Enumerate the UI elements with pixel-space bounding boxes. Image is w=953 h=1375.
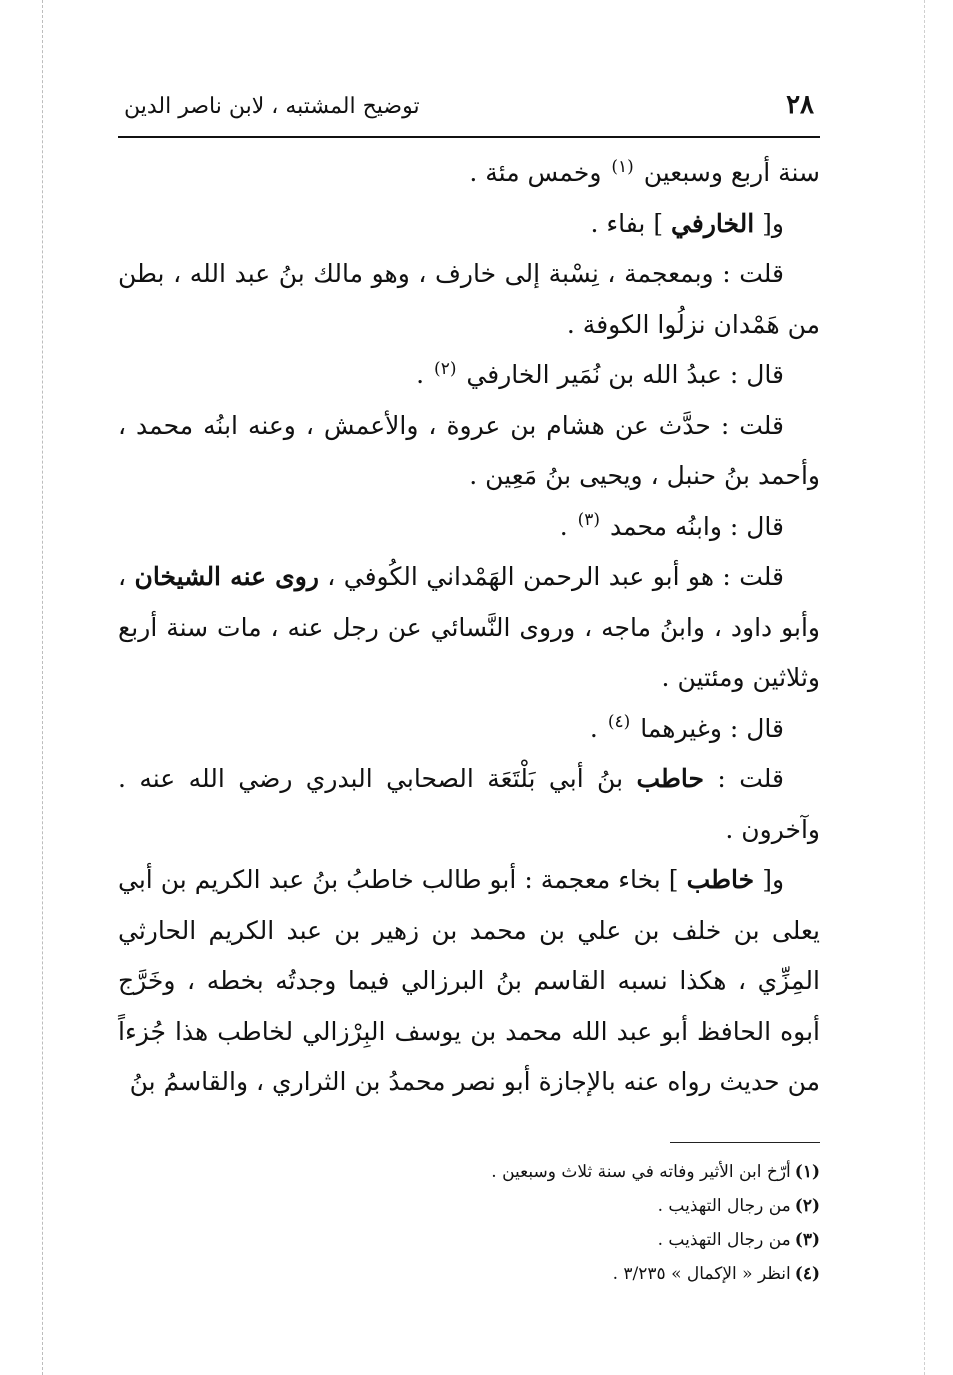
paragraph-10 bbox=[118, 855, 820, 1108]
page-header bbox=[118, 90, 820, 138]
text-run: قال : عبدُ الله بن نُمَير الخارفي bbox=[466, 360, 784, 389]
text-run: قال : وغيرهما bbox=[640, 713, 784, 743]
page-number: ٢٨ bbox=[786, 90, 814, 120]
paragraph-1 bbox=[118, 148, 820, 199]
paragraph-8 bbox=[118, 704, 820, 755]
scan-edge-left bbox=[42, 0, 43, 1375]
footnote-separator bbox=[670, 1142, 820, 1143]
paragraph-2 bbox=[118, 199, 820, 250]
scan-edge-right bbox=[924, 0, 925, 1375]
text-run: وخمس مئة . bbox=[469, 158, 602, 187]
bold-phrase: روى عنه الشيخان bbox=[134, 562, 319, 591]
paragraph-6 bbox=[118, 502, 820, 553]
text-run: و[ bbox=[762, 865, 785, 894]
text-run: . bbox=[589, 713, 598, 743]
footnotes bbox=[118, 1155, 820, 1291]
footnote-text: أرّخ ابن الأثير وفاته في سنة ثلاث وسبعين . bbox=[491, 1161, 791, 1182]
text-run: . bbox=[416, 360, 425, 389]
text-run: قلت : bbox=[717, 764, 784, 793]
footnote-text: من رجال التهذيب . bbox=[657, 1229, 791, 1250]
text-run: بنُ أبي بَلْتَعَة الصحابي البدري رضي الله عنه . وآخرون . bbox=[118, 764, 820, 844]
bold-name: حاطب bbox=[636, 764, 704, 793]
footnote-ref-2: (٢) bbox=[434, 358, 457, 379]
text-run: ] بخاء معجمة : أبو طالب خاطبُ بنُ عبد الكريم بن أبي يعلى بن خلف بن علي بن محمد بن زهير بن عبد الكريم الحارثي المِزِّي ، هكذا نسبه القاسم بنُ البرزالي فيما وجدتُه بخطه ، وخَرَّج أبوه الحافظ أبو عبد الله محمد بن يوسف البِرْزالي لخاطب هذا جُزءاً من حديث رواه عنه بالإجازة أبو نصر محمدُ بن الثراري ، والقاسمُ بنُ bbox=[118, 865, 820, 1096]
text-run: قال : وابنُه محمد bbox=[609, 511, 784, 541]
paragraph-5: قلت : حدَّث عن هشام بن عروة ، والأعمش ، وعنه ابنُه محمد ، وأحمد بنُ حنبل ، ويحيى بنُ مَعِين . bbox=[118, 410, 820, 490]
footnote-ref-3: (٣) bbox=[577, 510, 601, 531]
text-run: قلت : هو أبو عبد الرحمن الهَمْداني الكُوفي ، bbox=[327, 562, 784, 591]
footnote-ref-1: (١) bbox=[611, 156, 634, 177]
text-run: . bbox=[559, 511, 568, 541]
footnote-1 bbox=[118, 1155, 820, 1189]
book-page bbox=[118, 90, 820, 1291]
text-run: ، وأبو داود ، وابنُ ماجه ، وروى النَّسائي عن رجل عنه ، مات سنة أربع وثلاثين ومئتين . bbox=[118, 562, 820, 692]
paragraph-3: قلت : وبمعجمة ، نِسْبة إلى خارف ، وهو مالك بنُ عبد الله ، بطن من هَمْدان نزلُوا الكوفة . bbox=[118, 259, 820, 339]
footnote-number: (١) bbox=[794, 1161, 820, 1182]
entry-headword: الخارفي bbox=[671, 208, 755, 238]
main-text bbox=[118, 148, 820, 1108]
text-run: سنة أربع وسبعين bbox=[643, 158, 820, 187]
paragraph-7 bbox=[118, 552, 820, 704]
text-run: و[ bbox=[762, 208, 784, 238]
text-run: ] بفاء . bbox=[590, 208, 664, 238]
entry-headword: خاطب bbox=[686, 865, 755, 894]
running-title: توضيح المشتبه ، لابن ناصر الدين bbox=[124, 94, 420, 119]
paragraph-4 bbox=[118, 350, 820, 401]
footnote-number: (٤) bbox=[794, 1263, 820, 1284]
footnote-3 bbox=[118, 1223, 820, 1257]
footnote-2 bbox=[118, 1189, 820, 1223]
footnote-number: (٢) bbox=[794, 1195, 820, 1216]
footnote-4 bbox=[118, 1257, 820, 1291]
footnote-number: (٣) bbox=[794, 1229, 820, 1250]
paragraph-9 bbox=[118, 754, 820, 855]
footnote-text: انظر « الإكمال » ٣/٢٣٥ . bbox=[612, 1263, 791, 1284]
footnote-text: من رجال التهذيب . bbox=[657, 1195, 791, 1216]
footnote-ref-4: (٤) bbox=[607, 712, 631, 733]
